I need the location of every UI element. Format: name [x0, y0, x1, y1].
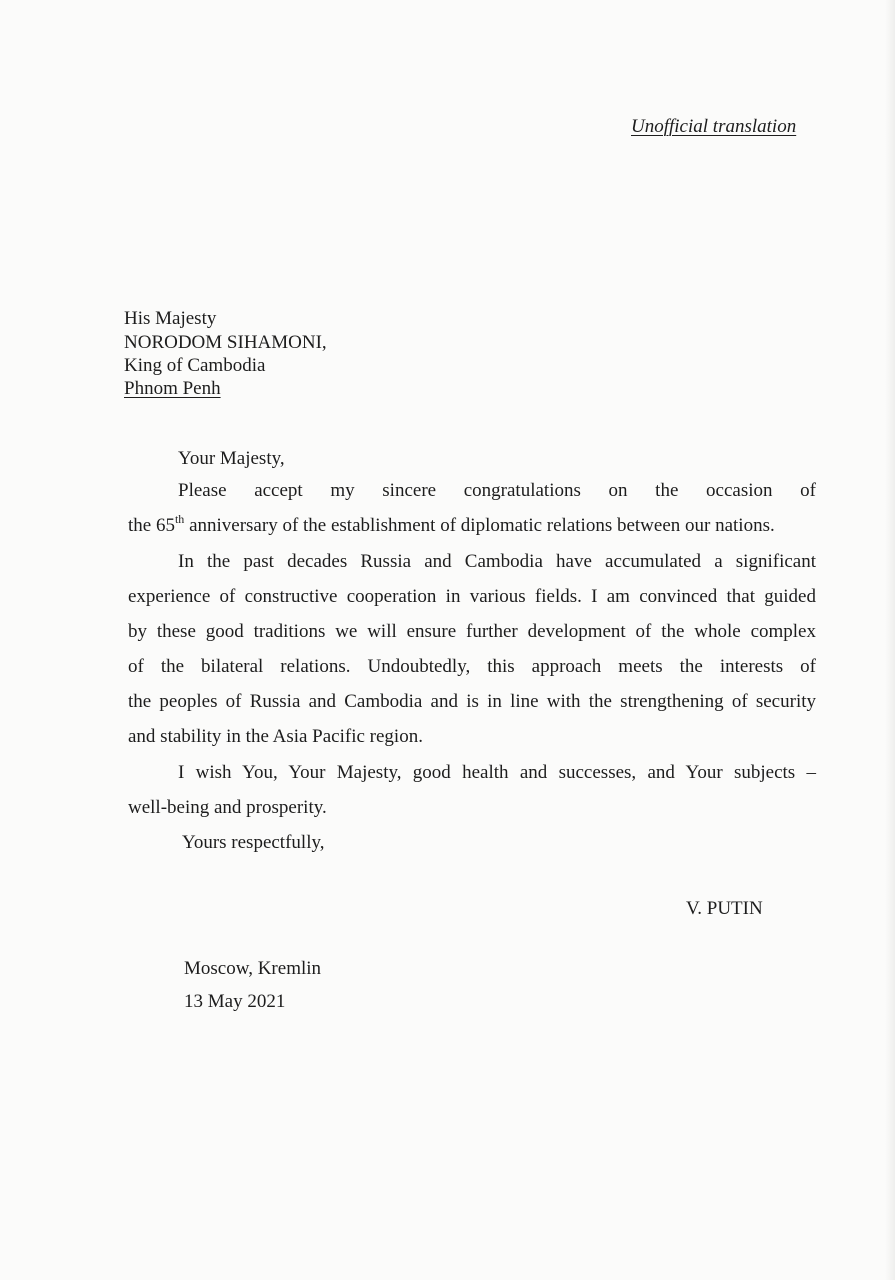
paragraph-1-line-2-start: the 65 — [128, 515, 175, 536]
paragraph-1-line-2 — [128, 512, 816, 538]
paragraph-1-line-2-end: anniversary of the establishment of diplomatic relations between our nations. — [184, 515, 775, 536]
place-line: Moscow, Kremlin — [184, 958, 322, 979]
paragraph-2-line-6: and stability in the Asia Pacific region. — [128, 726, 423, 747]
paragraph-3-line-1: I wish You, Your Majesty, good health and successes, and Your subjects – — [178, 762, 816, 783]
salutation: Your Majesty, — [178, 448, 285, 469]
paragraph-1-line-1: Please accept my sincere congratulations on the occasion of — [178, 480, 816, 501]
address-line-role: King of Cambodia — [124, 355, 266, 376]
ordinal-suffix: th — [174, 512, 185, 526]
address-line-city: Phnom Penh — [124, 378, 221, 399]
closing: Yours respectfully, — [182, 832, 325, 853]
paragraph-2-line-5: the peoples of Russia and Cambodia and is in line with the strengthening of security — [128, 691, 816, 712]
address-line-name: NORODOM SIHAMONI, — [124, 332, 327, 353]
unofficial-translation-note: Unofficial translation — [631, 116, 797, 137]
paragraph-2-line-4: of the bilateral relations. Undoubtedly, this approach meets the interests of — [128, 656, 816, 677]
date-line: 13 May 2021 — [184, 991, 286, 1012]
paragraph-2-line-2: experience of constructive cooperation in various fields. I am convinced that guided — [128, 586, 816, 607]
paragraph-2-line-3: by these good traditions we will ensure further development of the whole complex — [128, 621, 816, 642]
paragraph-2-line-1: In the past decades Russia and Cambodia have accumulated a significant — [178, 551, 816, 572]
paragraph-3-line-2: well-being and prosperity. — [128, 797, 327, 818]
signature-name: V. PUTIN — [686, 898, 763, 919]
address-line-title: His Majesty — [124, 308, 217, 329]
